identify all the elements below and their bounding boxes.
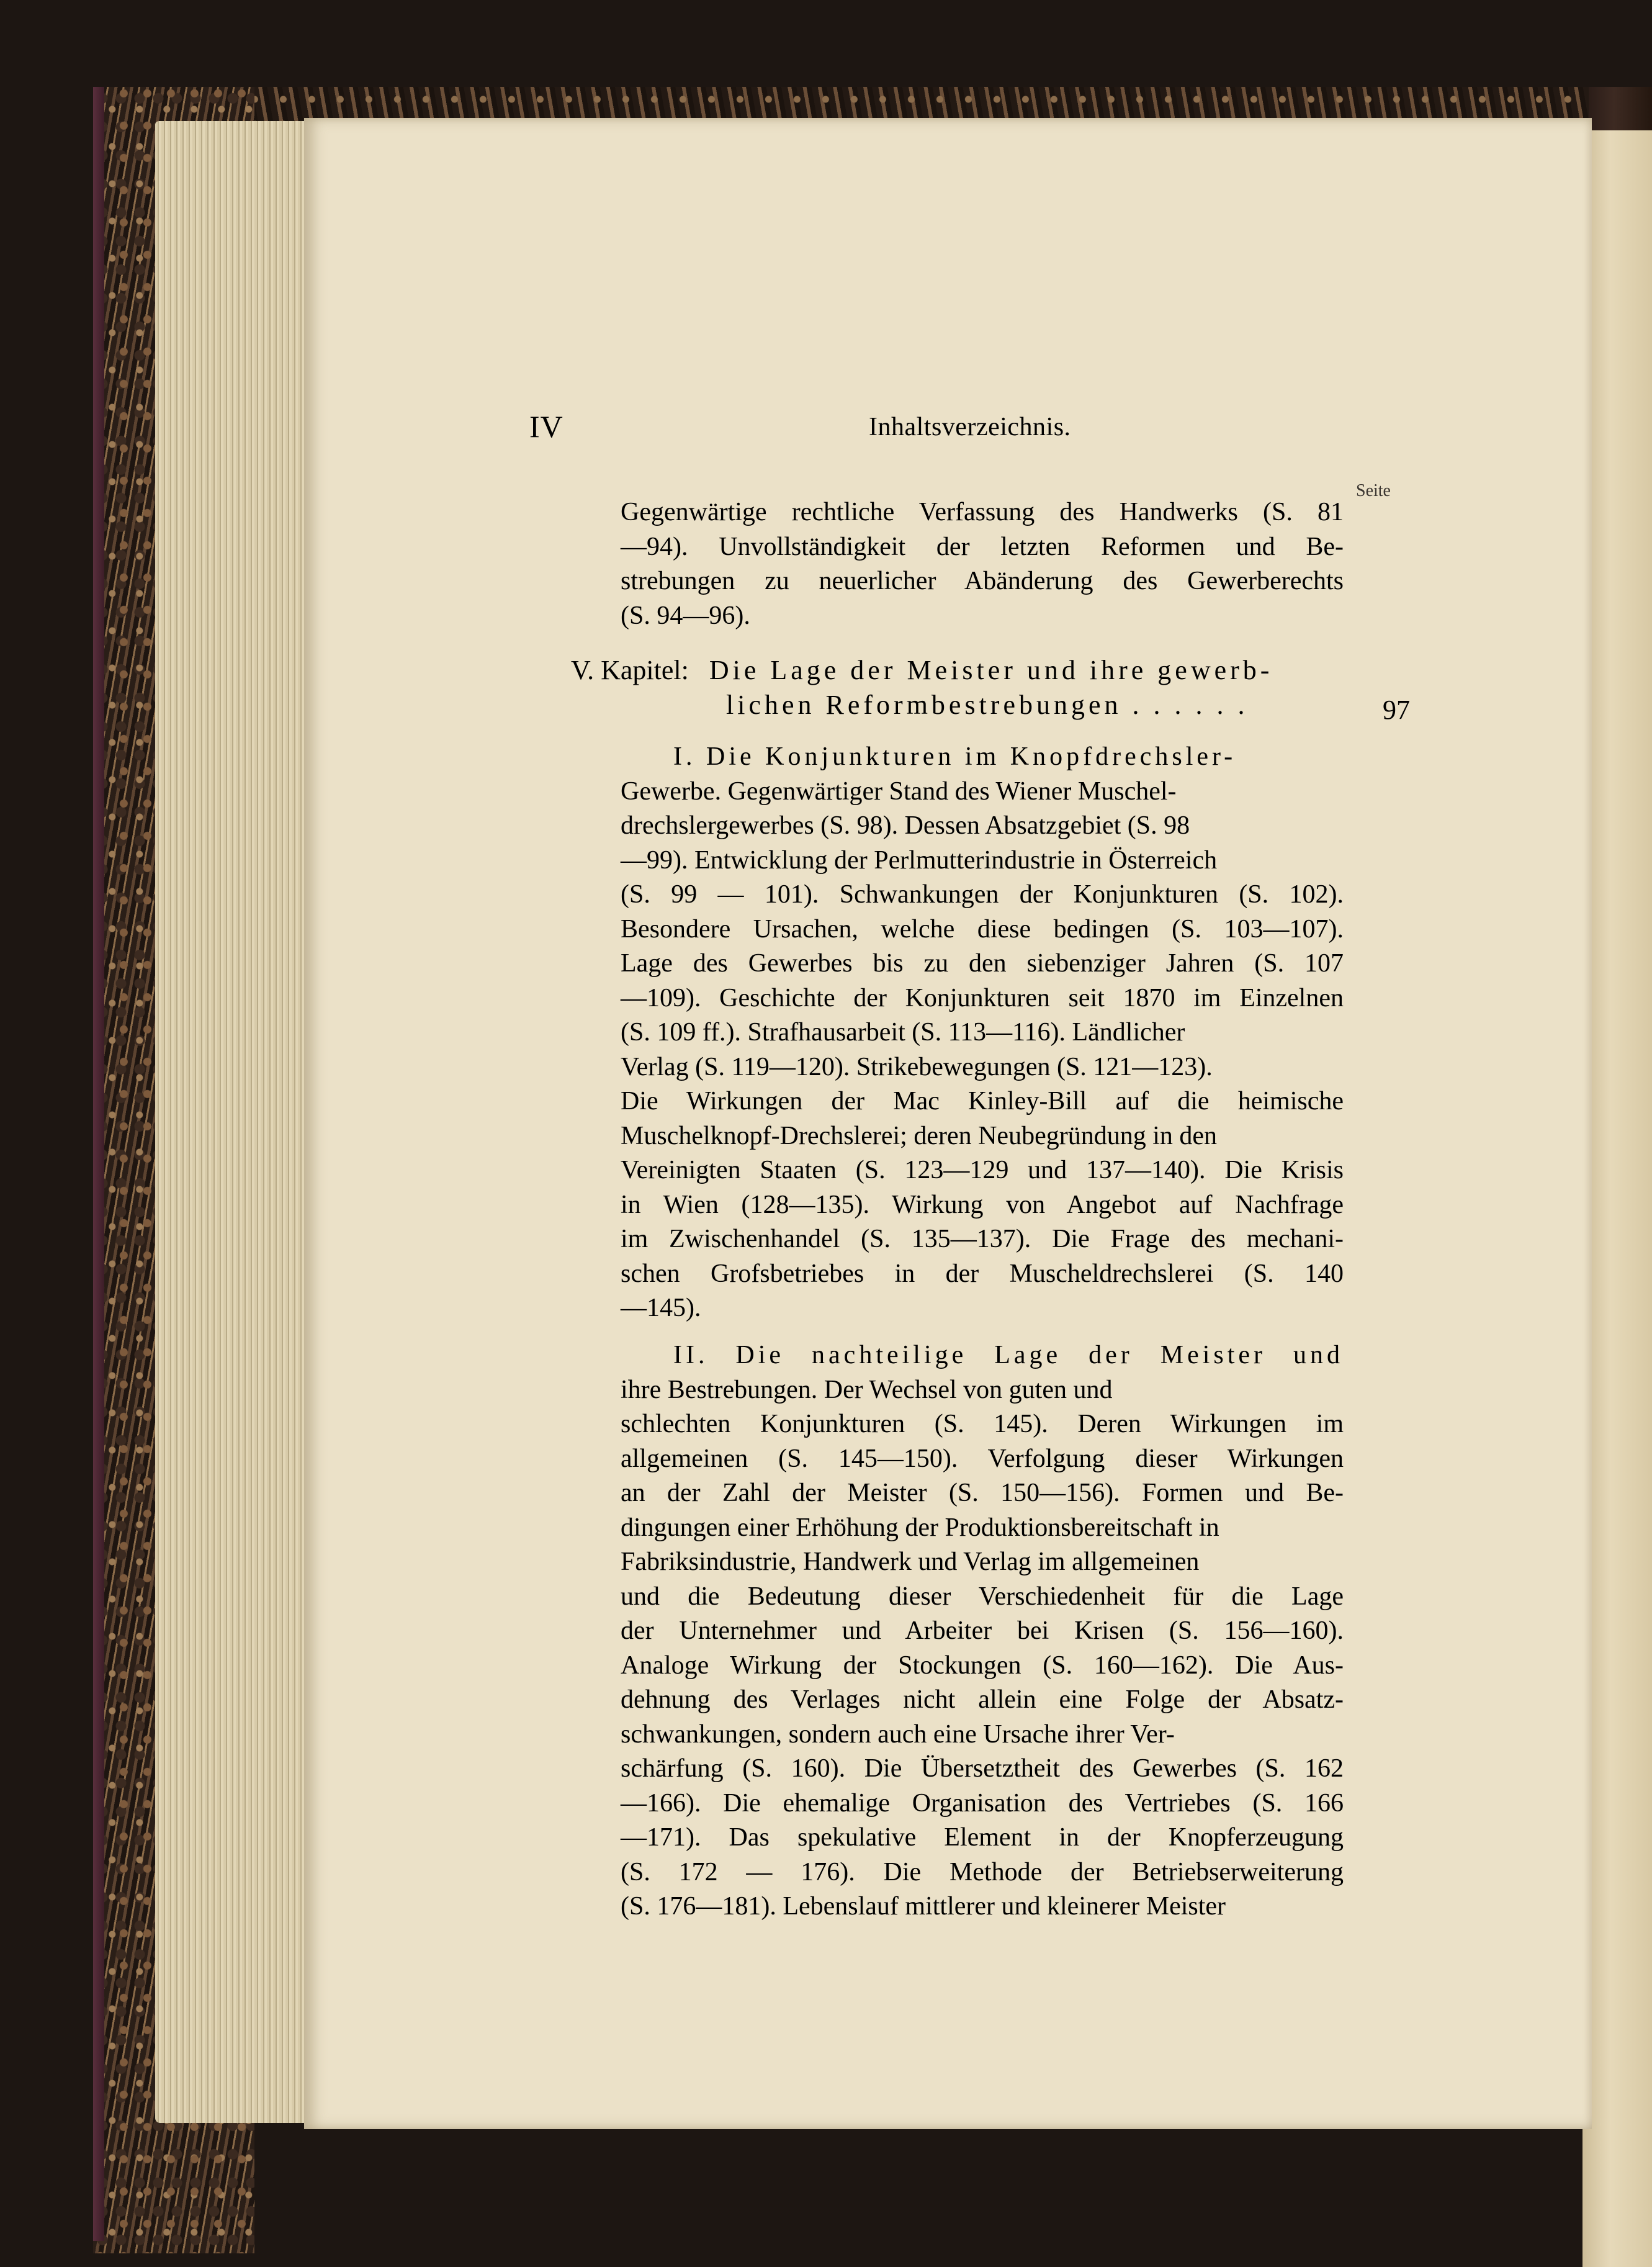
- text-line: schärfung (S. 160). Die Übersetztheit des Gewerbes (S. 162: [621, 1754, 1344, 1783]
- text-line: in Wien (128—135). Wirkung von Angebot auf Nachfrage: [621, 1190, 1344, 1219]
- intro-paragraph: [621, 495, 1344, 633]
- text-line: schlechten Konjunkturen (S. 145). Deren Wirkungen im: [621, 1410, 1344, 1438]
- chapter-title-line1: Die Lage der Meister und ihre gewerb-: [709, 655, 1273, 685]
- text-line: Lage des Gewerbes bis zu den siebenziger Jahren (S. 107: [621, 949, 1344, 978]
- text-line: —99). Entwicklung der Perlmutterindustrie in Österreich: [621, 845, 1218, 875]
- text-line: Die Wirkungen der Mac Kinley-Bill auf die heimische: [621, 1087, 1344, 1115]
- text-line: der Unternehmer und Arbeiter bei Krisen (S. 156—160).: [621, 1616, 1344, 1645]
- text-line: Gegenwärtige rechtliche Verfassung des Handwerks (S. 81: [621, 498, 1344, 526]
- running-title: Inhaltsverzeichnis.: [869, 413, 1071, 441]
- text-line: (S. 109 ff.). Strafhausarbeit (S. 113—116). Ländlicher: [621, 1018, 1185, 1047]
- section-1-paragraph: [621, 740, 1344, 1326]
- section-1-heading: I. Die Konjunkturen im Knopfdrechsler-: [673, 742, 1237, 771]
- page-stack: [155, 121, 316, 2123]
- text-line: Verlag (S. 119—120). Strikebewegungen (S. 121—123).: [621, 1052, 1213, 1081]
- text-line: —171). Das spekulative Element in der Knopferzeugung: [621, 1823, 1344, 1852]
- text-line: —145).: [621, 1294, 701, 1322]
- text-line: drechslergewerbes (S. 98). Dessen Absatzgebiet (S. 98: [621, 811, 1190, 840]
- text-line: schwankungen, sondern auch eine Ursache ihrer Ver-: [621, 1719, 1175, 1749]
- text-line: Muschelknopf-Drechslerei; deren Neubegründung in den: [621, 1121, 1218, 1150]
- text-line: dehnung des Verlages nicht allein eine Folge der Absatz-: [621, 1685, 1344, 1714]
- text-line: Vereinigten Staaten (S. 123—129 und 137—140). Die Krisis: [621, 1156, 1344, 1184]
- text-line: ihre Bestrebungen. Der Wechsel von guten und: [621, 1375, 1113, 1404]
- text-line: im Zwischenhandel (S. 135—137). Die Frage des mechani-: [621, 1225, 1344, 1253]
- page-number: IV: [529, 409, 563, 444]
- text-line: (S. 99 — 101). Schwankungen der Konjunkturen (S. 102).: [621, 880, 1344, 909]
- text-line: —94). Unvollständigkeit der letzten Reformen und Be-: [621, 532, 1344, 561]
- text-line: Besondere Ursachen, welche diese bedingen (S. 103—107).: [621, 914, 1344, 944]
- text-line: und die Bedeutung dieser Verschiedenheit für die Lage: [621, 1582, 1344, 1611]
- text-line: Analoge Wirkung der Stockungen (S. 160—162). Die Aus-: [621, 1651, 1344, 1680]
- text-line: Gewerbe. Gegenwärtiger Stand des Wiener Muschel-: [621, 777, 1177, 806]
- section-2-paragraph: [621, 1338, 1344, 1924]
- chapter-heading: [571, 653, 1273, 688]
- text-line: strebungen zu neuerlicher Abänderung des Gewerberechts: [621, 567, 1344, 595]
- spine-edge: [93, 87, 104, 2241]
- text-line: (S. 176—181). Lebenslauf mittlerer und kleinerer Meister: [621, 1892, 1226, 1921]
- text-line: allgemeinen (S. 145—150). Verfolgung dieser Wirkungen: [621, 1444, 1344, 1473]
- facing-page-edge: [1582, 130, 1652, 2267]
- chapter-page-number: 97: [1383, 695, 1410, 725]
- text-line: Fabriksindustrie, Handwerk und Verlag im allgemeinen: [621, 1548, 1200, 1576]
- text-line: (S. 94—96).: [621, 601, 750, 630]
- section-2-heading: II. Die nachteilige Lage der Meister und: [673, 1341, 1344, 1369]
- seite-label: Seite: [1356, 481, 1391, 500]
- chapter-title-line2: lichen Reformbestrebungen . . . . . .: [726, 690, 1249, 720]
- text-line: —166). Die ehemalige Organisation des Vertriebes (S. 166: [621, 1788, 1344, 1818]
- chapter-label: V. Kapitel:: [571, 655, 689, 685]
- text-line: (S. 172 — 176). Die Methode der Betriebserweiterung: [621, 1857, 1344, 1886]
- text-line: schen Grofsbetriebes in der Muscheldrechslerei (S. 140: [621, 1259, 1344, 1288]
- text-line: —109). Geschichte der Konjunkturen seit 1870 im Einzelnen: [621, 983, 1344, 1012]
- text-line: dingungen einer Erhöhung der Produktionsbereitschaft in: [621, 1513, 1219, 1542]
- text-line: an der Zahl der Meister (S. 150—156). Formen und Be-: [621, 1479, 1344, 1507]
